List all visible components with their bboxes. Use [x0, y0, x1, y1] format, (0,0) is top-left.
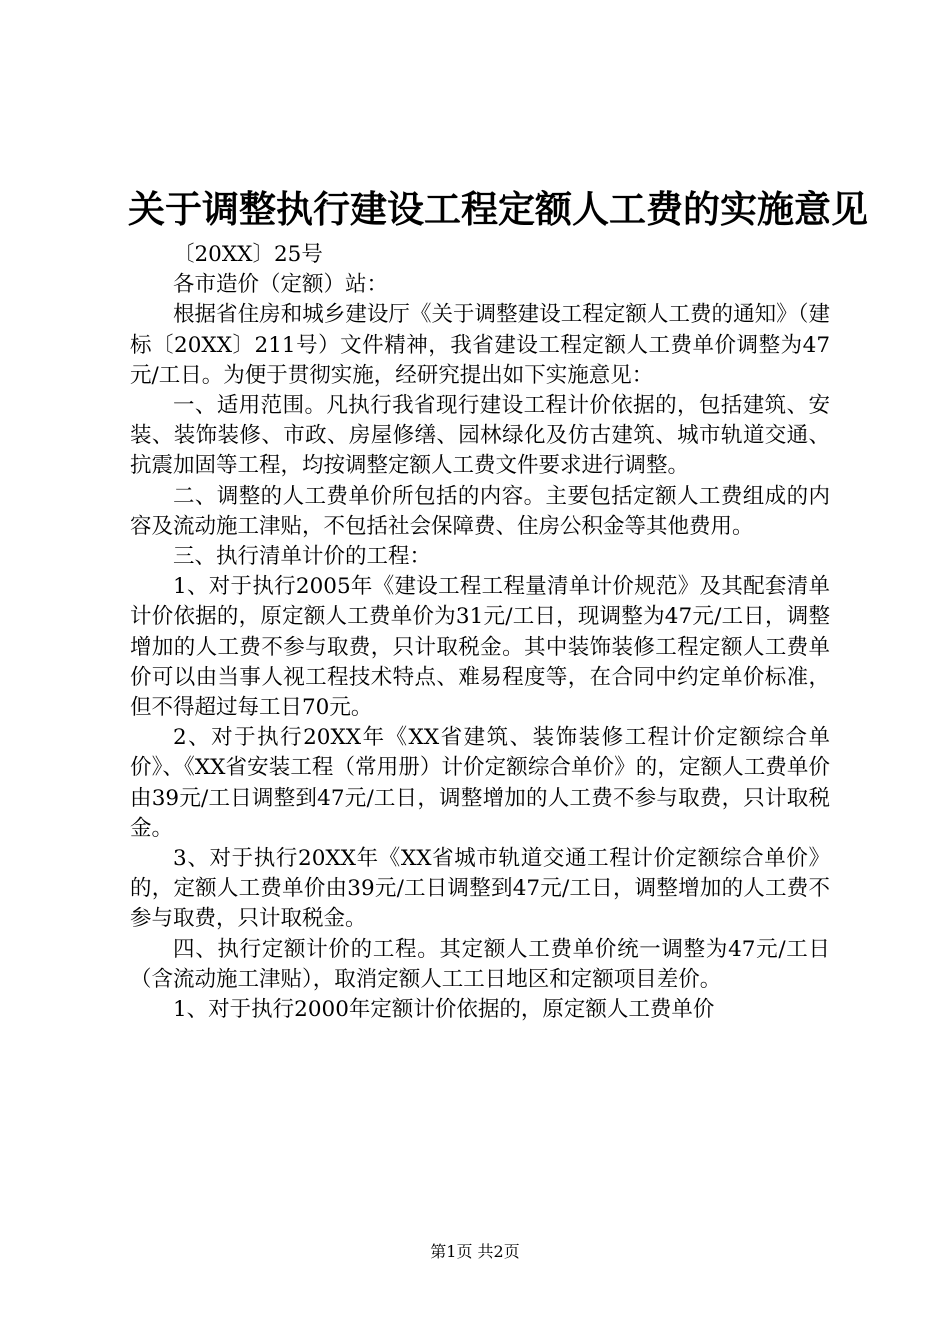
- section-3-item-1: 1、对于执行2005年《建设工程工程量清单计价规范》及其配套清单计价依据的，原定额人工费单价为31元/工日，现调整为47元/工日，调整增加的人工费不参与取费，只计取税金。其中装饰装修工程定额人工费单价可以由当事人视工程技术特点、难易程度等，在合同中约定单价标准，但不得超过每工日70元。: [130, 574, 830, 721]
- section-4-quota: 四、执行定额计价的工程。其定额人工费单价统一调整为47元/工日（含流动施工津贴），取消定额人工工日地区和定额项目差价。: [130, 936, 830, 992]
- document-number: 〔20XX〕25号: [173, 242, 323, 267]
- intro-paragraph: 根据省住房和城乡建设厅《关于调整建设工程定额人工费的通知》（建标〔20XX〕211号）文件精神，我省建设工程定额人工费单价调整为47元/工日。为便于贯彻实施，经研究提出如下实施意见：: [130, 302, 830, 388]
- section-1-scope: 一、适用范围。凡执行我省现行建设工程计价依据的，包括建筑、安装、装饰装修、市政、房屋修缮、园林绿化及仿古建筑、城市轨道交通、抗震加固等工程，均按调整定额人工费文件要求进行调整。: [130, 393, 830, 479]
- document-title: 关于调整执行建设工程定额人工费的实施意见: [128, 187, 868, 231]
- section-4-item-1: 1、对于执行2000年定额计价依据的，原定额人工费单价: [173, 997, 715, 1023]
- section-3-heading: 三、执行清单计价的工程：: [173, 544, 432, 570]
- section-3-item-3: 3、对于执行20XX年《XX省城市轨道交通工程计价定额综合单价》的，定额人工费单价由39元/工日调整到47元/工日，调整增加的人工费不参与取费，只计取税金。: [130, 846, 830, 932]
- section-3-item-2: 2、对于执行20XX年《XX省建筑、装饰装修工程计价定额综合单价》、《XX省安装工程（常用册）计价定额综合单价》的，定额人工费单价由39元/工日调整到47元/工日，调整增加的人工费不参与取费，只计取税金。: [130, 725, 830, 841]
- page-number-footer: 第1页 共2页: [430, 1242, 520, 1261]
- document-body: [130, 240, 830, 1025]
- section-2-content: 二、调整的人工费单价所包括的内容。主要包括定额人工费组成的内容及流动施工津贴，不包括社会保障费、住房公积金等其他费用。: [130, 483, 830, 539]
- recipient-line: 各市造价（定额）站：: [173, 272, 389, 298]
